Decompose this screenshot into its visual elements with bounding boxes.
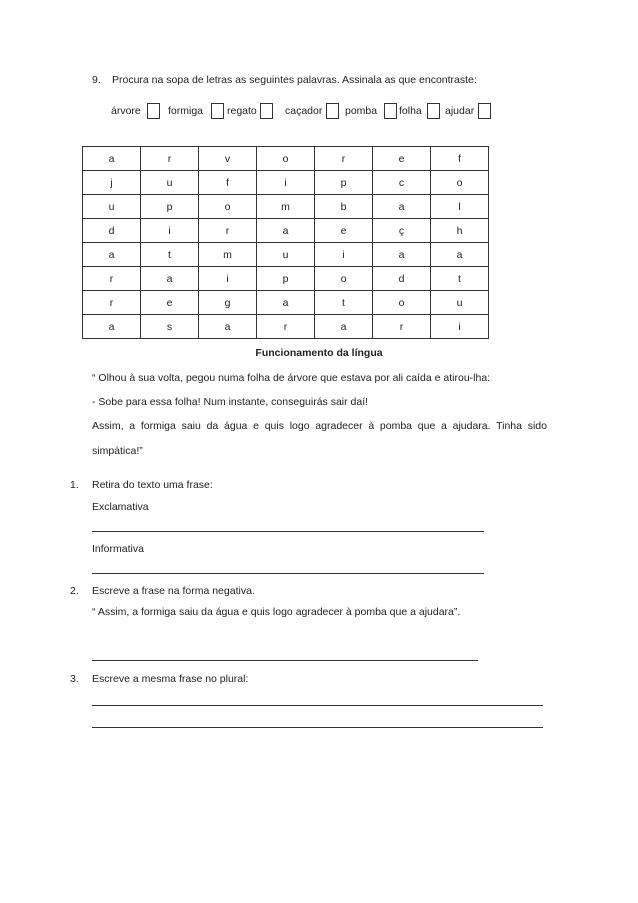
grid-cell: t bbox=[431, 267, 489, 291]
checkbox-pomba[interactable] bbox=[384, 103, 397, 119]
grid-cell: a bbox=[257, 291, 315, 315]
passage-line-2: - Sobe para essa folha! Num instante, conseguirás sair daí! bbox=[92, 396, 369, 408]
word-formiga: formiga bbox=[168, 105, 204, 117]
question-2-number: 2. bbox=[70, 585, 79, 597]
answer-line-plural-2[interactable] bbox=[92, 727, 543, 728]
passage-line-3: Assim, a formiga saiu da água e quis logo agradecer à pomba que a ajudara. Tinha sido bbox=[92, 420, 547, 432]
checkbox-regato[interactable] bbox=[260, 103, 273, 119]
grid-cell: o bbox=[431, 171, 489, 195]
checkbox-ajudar[interactable] bbox=[478, 103, 491, 119]
grid-cell: f bbox=[431, 147, 489, 171]
grid-cell: b bbox=[315, 195, 373, 219]
grid-cell: v bbox=[199, 147, 257, 171]
passage-line-1: “ Olhou à sua volta, pegou numa folha de árvore que estava por ali caída e atirou-lha: bbox=[92, 372, 491, 384]
checkbox-cacador[interactable] bbox=[326, 103, 339, 119]
grid-cell: u bbox=[257, 243, 315, 267]
grid-row bbox=[83, 171, 489, 195]
grid-cell: a bbox=[373, 243, 431, 267]
grid-cell: r bbox=[257, 315, 315, 339]
grid-cell: r bbox=[315, 147, 373, 171]
checkbox-formiga[interactable] bbox=[211, 103, 224, 119]
grid-cell: a bbox=[83, 315, 141, 339]
answer-line-negative[interactable] bbox=[92, 660, 478, 661]
grid-cell: d bbox=[373, 267, 431, 291]
grid-cell: e bbox=[373, 147, 431, 171]
grid-row bbox=[83, 219, 489, 243]
grid-cell: a bbox=[83, 243, 141, 267]
grid-cell: i bbox=[315, 243, 373, 267]
grid-cell: c bbox=[373, 171, 431, 195]
grid-row bbox=[83, 315, 489, 339]
grid-cell: i bbox=[431, 315, 489, 339]
grid-cell: r bbox=[373, 315, 431, 339]
grid-cell: u bbox=[431, 291, 489, 315]
word-arvore: árvore bbox=[111, 105, 141, 117]
grid-row bbox=[83, 147, 489, 171]
label-exclamativa: Exclamativa bbox=[92, 501, 149, 513]
grid-cell: e bbox=[141, 291, 199, 315]
grid-cell: i bbox=[257, 171, 315, 195]
grid-cell: p bbox=[257, 267, 315, 291]
grid-cell: a bbox=[373, 195, 431, 219]
word-folha: folha bbox=[399, 105, 422, 117]
word-search-grid bbox=[82, 146, 489, 339]
grid-cell: s bbox=[141, 315, 199, 339]
grid-cell: p bbox=[315, 171, 373, 195]
grid-cell: a bbox=[83, 147, 141, 171]
passage-line-4: simpática!” bbox=[92, 445, 143, 457]
answer-line-plural-1[interactable] bbox=[92, 705, 543, 706]
question-2-text: Escreve a frase na forma negativa. bbox=[92, 585, 255, 597]
section-title: Funcionamento da língua bbox=[255, 347, 383, 359]
grid-cell: j bbox=[83, 171, 141, 195]
checkbox-arvore[interactable] bbox=[147, 103, 160, 119]
question-9-number: 9. bbox=[92, 74, 101, 86]
grid-cell: r bbox=[141, 147, 199, 171]
grid-cell: f bbox=[199, 171, 257, 195]
grid-cell: t bbox=[315, 291, 373, 315]
question-1-number: 1. bbox=[70, 479, 79, 491]
word-cacador: caçador bbox=[285, 105, 323, 117]
grid-cell: o bbox=[199, 195, 257, 219]
grid-row bbox=[83, 243, 489, 267]
grid-cell: a bbox=[199, 315, 257, 339]
answer-line-informativa[interactable] bbox=[92, 573, 484, 574]
grid-cell: r bbox=[199, 219, 257, 243]
question-3-number: 3. bbox=[70, 673, 79, 685]
grid-cell: ç bbox=[373, 219, 431, 243]
grid-cell: a bbox=[257, 219, 315, 243]
word-regato: regato bbox=[227, 105, 257, 117]
answer-line-exclamativa[interactable] bbox=[92, 531, 484, 532]
question-2-quote: “ Assim, a formiga saiu da água e quis logo agradecer à pomba que a ajudara”. bbox=[92, 606, 461, 618]
grid-cell: l bbox=[431, 195, 489, 219]
grid-cell: i bbox=[141, 219, 199, 243]
grid-cell: u bbox=[141, 171, 199, 195]
grid-cell: o bbox=[315, 267, 373, 291]
grid-cell: m bbox=[257, 195, 315, 219]
grid-row bbox=[83, 291, 489, 315]
grid-cell: r bbox=[83, 267, 141, 291]
grid-cell: a bbox=[141, 267, 199, 291]
word-pomba: pomba bbox=[345, 105, 378, 117]
grid-row bbox=[83, 195, 489, 219]
question-9-text: Procura na sopa de letras as seguintes palavras. Assinala as que encontraste: bbox=[112, 74, 477, 86]
question-3-text: Escreve a mesma frase no plural: bbox=[92, 673, 249, 685]
grid-cell: g bbox=[199, 291, 257, 315]
question-1-text: Retira do texto uma frase: bbox=[92, 479, 213, 491]
grid-cell: e bbox=[315, 219, 373, 243]
grid-cell: o bbox=[257, 147, 315, 171]
grid-row bbox=[83, 267, 489, 291]
question-9 bbox=[92, 74, 477, 86]
grid-cell: o bbox=[373, 291, 431, 315]
grid-cell: h bbox=[431, 219, 489, 243]
grid-cell: d bbox=[83, 219, 141, 243]
grid-cell: t bbox=[141, 243, 199, 267]
grid-cell: p bbox=[141, 195, 199, 219]
label-informativa: Informativa bbox=[92, 543, 144, 555]
checkbox-folha[interactable] bbox=[427, 103, 440, 119]
grid-cell: i bbox=[199, 267, 257, 291]
grid-cell: r bbox=[83, 291, 141, 315]
grid-cell: a bbox=[315, 315, 373, 339]
grid-cell: u bbox=[83, 195, 141, 219]
grid-cell: a bbox=[431, 243, 489, 267]
word-ajudar: ajudar bbox=[445, 105, 475, 117]
grid-cell: m bbox=[199, 243, 257, 267]
